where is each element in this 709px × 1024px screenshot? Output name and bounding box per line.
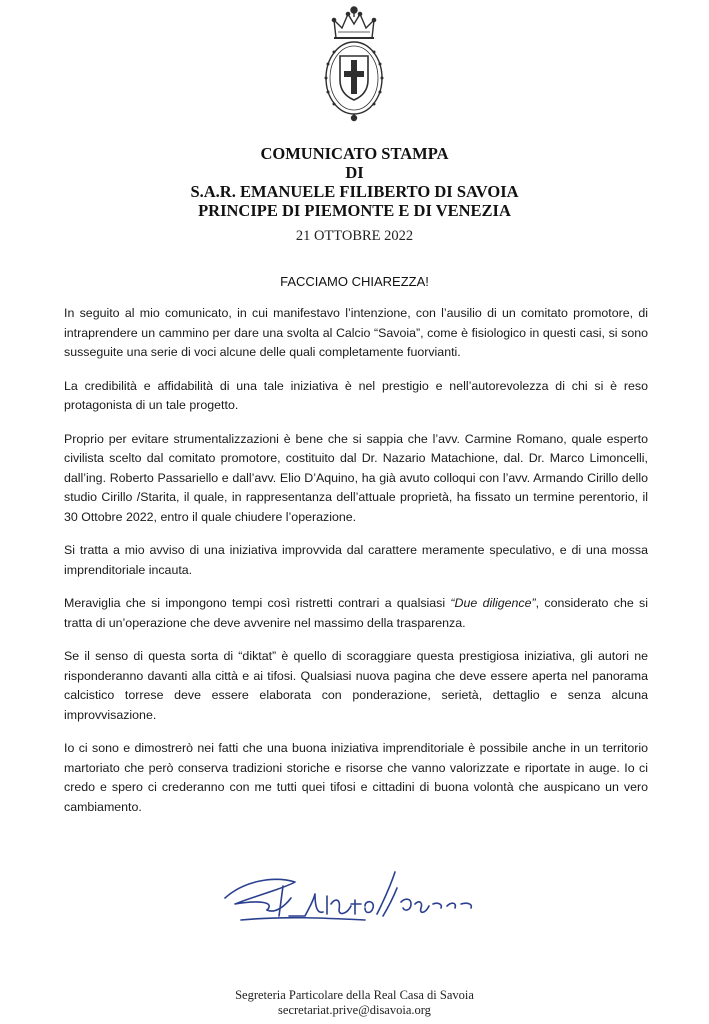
header-name: S.A.R. EMANUELE FILIBERTO DI SAVOIA	[190, 182, 519, 201]
statement-body	[64, 304, 648, 831]
footer	[0, 988, 709, 1018]
paragraph-7: Io ci sono e dimostrerò nei fatti che una buona iniziativa imprenditoriale è possibile anche in un territorio martoriato che però conserva tradizioni storiche e risorse che vanno valorizzate e riportate in auge. Io ci credo e spero ci crederanno con me tutti quei tifosi e cittadini di buona volontà che auspicano un vero cambiamento.	[64, 741, 648, 814]
paragraph-5-start: Meraviglia che si impongono tempi così ristretti contrari a qualsiasi	[64, 596, 451, 610]
footer-email: secretariat.prive@disavoia.org	[278, 1003, 431, 1017]
paragraph-1: In seguito al mio comunicato, in cui manifestavo l’intenzione, con l’ausilio di un comitato promotore, di intraprendere un cammino per dare una svolta al Calcio “Savoia”, come è fisiologico in questi casi, si sono susseguite una serie di voci alcune delle quali completamente fuorvianti.	[64, 306, 648, 359]
header-di: DI	[345, 163, 364, 182]
paragraph-2: La credibilità e affidabilità di una tale iniziativa è nel prestigio e nell’autorevolezza di chi si è reso protagonista di un tale progetto.	[64, 378, 648, 412]
paragraph-5	[64, 594, 648, 633]
paragraph-4: Si tratta a mio avviso di una iniziativa improvvida dal carattere meramente speculativo, e di una mossa imprenditoriale incauta.	[64, 543, 648, 577]
due-diligence-term: “Due diligence”	[450, 596, 536, 610]
paragraph-6: Se il senso di questa sorta di “diktat” è quello di scoraggiare questa prestigiosa iniziativa, gli autori ne risponderanno davanti alla città e ai tifosi. Qualsiasi nuova pagina che deve essere aperta nel panorama calcistico torrese deve essere elaborata con ponderazione, serietà, dettaglio e senza alcuna improvvisazione.	[64, 649, 648, 722]
press-release-header	[0, 144, 709, 220]
header-title: COMUNICATO STAMPA	[260, 144, 449, 163]
handwritten-signature-icon	[205, 858, 495, 928]
paragraph-3: Proprio per evitare strumentalizzazioni è bene che si sappia che l’avv. Carmine Romano, quale esperto civilista scelto dal comitato promotore, costituito dal Dr. Nazario Matachione, dal. Dr. Marco Limoncelli, dall’ing. Roberto Passariello e dall’avv. Elio D’Aquino, ha già avuto colloqui con l’avv. Armando Cirillo dello studio Cirillo /Starita, il quale, in rappresentanza dell’attuale proprietà, ha fissato un termine perentorio, il 30 Ottobre 2022, entro il quale chiudere l’operazione.	[64, 431, 648, 524]
footer-office: Segreteria Particolare della Real Casa di Savoia	[235, 988, 474, 1002]
release-date: 21 OTTOBRE 2022	[295, 228, 414, 244]
headline: FACCIAMO CHIAREZZA!	[280, 274, 429, 289]
paragraph-5-end: , considerato che si tratta di un’operazione che deve avvenire nel massimo della trasparenza.	[64, 596, 648, 630]
header-title-prince: PRINCIPE DI PIEMONTE E DI VENEZIA	[198, 201, 511, 220]
savoy-crest-icon	[300, 4, 408, 122]
